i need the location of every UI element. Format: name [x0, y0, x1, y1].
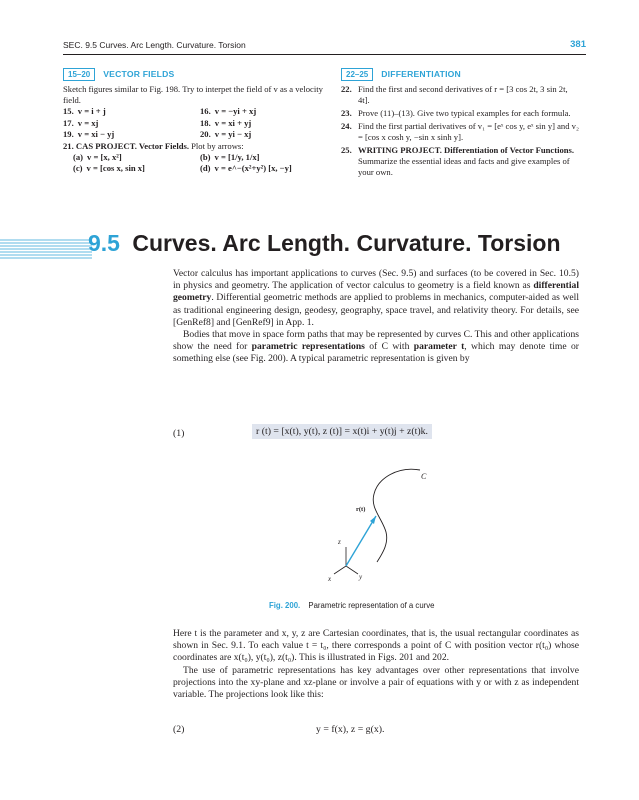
paragraph-4: The use of parametric representations has key advantages over other representations that involve projections into the xy-plane and xz-plane or involve a pair of equations with y or with z as independent variable. The projections look like this:: [173, 664, 579, 701]
section-heading: [88, 230, 561, 257]
problem-item: 22. Find the first and second derivatives of r = [3 cos 2t, 3 sin 2t, 4t].: [341, 84, 568, 106]
figure-caption: [269, 601, 434, 610]
problem-set-title: DIFFERENTIATION: [381, 68, 461, 79]
problem-item: 15. v = i + j: [63, 106, 106, 117]
problem-21-parts: [73, 152, 329, 174]
position-vector: [346, 516, 376, 566]
problem-part-row: [73, 163, 329, 174]
y-axis: [346, 566, 358, 574]
problem-part: (c) v = [cos x, sin x]: [73, 163, 145, 174]
problem-part-row: [73, 152, 329, 163]
label-y: y: [359, 573, 363, 581]
equation-2: y = f(x), z = g(x).: [316, 724, 385, 735]
section-title: Curves. Arc Length. Curvature. Torsion: [132, 230, 561, 256]
problem-item: 17. v = xj: [63, 117, 99, 128]
curve-c: [373, 469, 420, 562]
problem-range-badge: 15–20: [63, 68, 95, 81]
problem-list: [341, 84, 579, 178]
problem-item: 23. Prove (11)–(13). Give two typical examples for each formula.: [341, 107, 571, 118]
running-head: [63, 37, 586, 53]
figure-caption-text: Parametric representation of a curve: [308, 601, 435, 610]
problem-set-differentiation: [341, 68, 579, 180]
problem-row: [63, 118, 329, 129]
paragraph-1: Vector calculus has important applications to curves (Sec. 9.5) and surfaces (to be covered in Sec. 10.5) in physics and geometry. The application of vector calculus to geometry is a field known as differential geometry. Differential geometric methods are applied to problems in mechanics, computer-aided as well as traditional engineering design, geodesy, geography, space travel, and relativity theory. For details, see [GenRef8] and [GenRef9] in App. 1.: [173, 268, 579, 328]
problem-item: 18. v = xi + yj: [200, 117, 252, 128]
paragraph-2: Bodies that move in space form paths that may be represented by curves C. This and other applications show the need for parametric representations of C with parameter t, which may denote time or something else (see Fig. 200). A typical parametric representation is given by: [173, 329, 579, 365]
problem-row: [63, 106, 329, 117]
label-z: z: [338, 538, 341, 546]
vector-arrowhead: [370, 516, 376, 524]
page-number: 381: [570, 39, 586, 50]
problem-row: [63, 129, 329, 140]
problem-item: 24. Find the first partial derivatives of v₁ = [eˣ cos y, eˣ sin y] and v₂ = [cos x cosh y, −sin x sinh y].: [341, 120, 579, 142]
problem-item: 20. v = yi − xj: [200, 128, 252, 139]
equation-2-label: (2): [173, 724, 185, 735]
problem-set-intro: Sketch figures similar to Fig. 198. Try to interpet the field of v as a velocity field.: [63, 84, 323, 106]
problem-item: 19. v = xi − yj: [63, 128, 115, 139]
label-r: r(t): [356, 506, 366, 513]
equation-1: r (t) = [x(t), y(t), z (t)] = x(t)i + y(t)j + z(t)k.: [252, 424, 432, 439]
problem-list: [63, 106, 329, 140]
problem-set-title: VECTOR FIELDS: [103, 68, 175, 79]
header-rule: [63, 54, 586, 55]
body-continued: [173, 628, 579, 701]
problem-set-vector-fields: [63, 68, 329, 175]
problem-part: (a) v = [x, x²]: [73, 152, 122, 163]
label-x: x: [328, 575, 332, 583]
problem-item: 25. WRITING PROJECT. Differentiation of Vector Functions. Summarize the essential ideas and facts and give examples of your own.: [341, 144, 575, 177]
paragraph-3: Here t is the parameter and x, y, z are Cartesian coordinates, that is, the usual rectangular coordinates as shown in Sec. 9.1. To each value t = t₀, there corresponds a point of C with position vector r(t₀) whose coordinates are x(t₀), y(t₀), z(t₀). This is illustrated in Figs. 201 and 202.: [173, 628, 579, 664]
figure-200: [300, 462, 450, 592]
running-head-section: SEC. 9.5 Curves. Arc Length. Curvature. Torsion: [63, 40, 246, 50]
problem-21: 21. CAS PROJECT. Vector Fields. Plot by arrows:: [63, 141, 244, 152]
figure-number: Fig. 200.: [269, 601, 301, 610]
x-axis: [334, 566, 346, 574]
section-number: 9.5: [88, 230, 120, 256]
label-c: C: [421, 472, 427, 481]
problem-range-badge: 22–25: [341, 68, 373, 81]
equation-1-label: (1): [173, 428, 185, 439]
heading-decoration-lines: [0, 234, 92, 264]
problem-part: (b) v = [1/y, 1/x]: [200, 152, 260, 163]
problem-part: (d) v = e^−(x²+y²) [x, −y]: [200, 163, 292, 174]
problem-item: 16. v = −yi + xj: [200, 106, 257, 117]
body-intro: [173, 268, 579, 366]
